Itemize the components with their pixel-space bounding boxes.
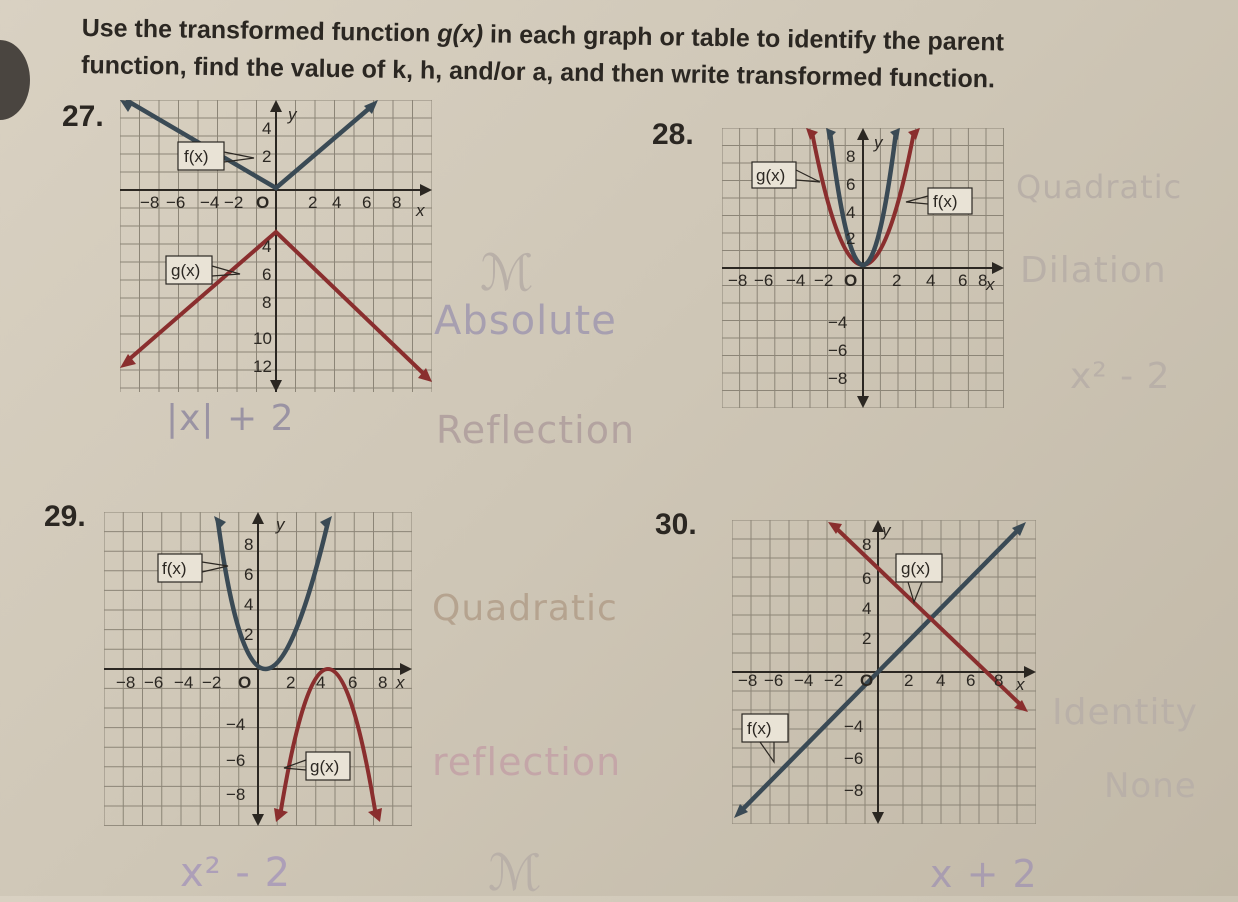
svg-text:2: 2: [244, 625, 254, 644]
handwriting-p28-right2: Dilation: [1020, 250, 1167, 291]
svg-text:2: 2: [308, 193, 318, 212]
svg-text:2: 2: [286, 673, 296, 692]
svg-text:−2: −2: [814, 271, 834, 290]
svg-text:−8: −8: [116, 673, 136, 692]
svg-text:6: 6: [262, 265, 272, 284]
handwriting-p29-mark: ℳ: [488, 844, 543, 902]
svg-text:8: 8: [392, 193, 402, 212]
graph-27-x-ticks: [140, 193, 401, 212]
graph-28-y-label: y: [874, 133, 883, 152]
svg-text:−6: −6: [226, 751, 246, 770]
graph-27-y-label: y: [288, 105, 297, 124]
graph-30-x-ticks: [738, 671, 1003, 690]
graph-28-x-label: x: [986, 275, 995, 294]
svg-text:−6: −6: [844, 749, 864, 768]
svg-text:−2: −2: [224, 193, 244, 212]
svg-text:4: 4: [936, 671, 946, 690]
svg-text:−4: −4: [174, 673, 194, 692]
handwriting-p27-transform: Reflection: [436, 408, 636, 452]
svg-text:6: 6: [362, 193, 372, 212]
svg-text:−8: −8: [140, 193, 160, 212]
instructions-line1-start: Use the transformed function: [81, 13, 438, 48]
svg-text:8: 8: [262, 293, 272, 312]
svg-text:−6: −6: [144, 673, 164, 692]
svg-text:2: 2: [262, 147, 272, 166]
graph-29-y-label: y: [276, 515, 285, 534]
svg-text:2: 2: [846, 229, 856, 248]
problem-29-number: 29.: [44, 500, 86, 533]
graph-27-y-arrow: [270, 100, 282, 112]
handwriting-p30-right1: Identity: [1052, 692, 1198, 733]
graph-29-g-label: g(x): [310, 757, 340, 776]
svg-text:8: 8: [244, 535, 254, 554]
svg-text:6: 6: [244, 565, 254, 584]
svg-text:−6: −6: [166, 193, 186, 212]
problem-28-number: 28.: [652, 118, 694, 151]
svg-text:4: 4: [926, 271, 936, 290]
svg-text:−4: −4: [844, 717, 864, 736]
graph-28: [722, 128, 1004, 408]
graph-27-g-label: g(x): [171, 261, 201, 280]
graph-27-f-curve: [126, 100, 372, 188]
svg-text:−2: −2: [202, 673, 222, 692]
svg-text:−8: −8: [828, 369, 848, 388]
graph-29-x-label: x: [396, 673, 405, 692]
instructions-text: [81, 10, 1182, 101]
svg-text:4: 4: [316, 673, 326, 692]
svg-text:6: 6: [966, 671, 976, 690]
svg-text:8: 8: [862, 535, 872, 554]
svg-text:2: 2: [862, 629, 872, 648]
svg-text:−4: −4: [794, 671, 814, 690]
svg-text:6: 6: [958, 271, 968, 290]
graph-27-f-label: f(x): [184, 147, 209, 166]
handwriting-p28-right1: Quadratic: [1016, 168, 1183, 206]
graph-27-x-label: x: [416, 201, 425, 220]
problem-30-number: 30.: [655, 508, 697, 541]
svg-text:−6: −6: [764, 671, 784, 690]
graph-30-y-label: y: [882, 521, 891, 540]
instructions-g-function: g(x): [437, 19, 484, 49]
svg-text:−4: −4: [226, 715, 246, 734]
handwriting-p29-parent: Quadratic: [432, 588, 618, 629]
graph-30-y-ticks: [844, 535, 874, 800]
graph-27-x-arrow: [420, 184, 432, 196]
svg-text:8: 8: [994, 671, 1004, 690]
svg-text:O: O: [860, 671, 874, 690]
instructions-line2: function, find the value of k, h, and/or a, and then write transformed function.: [80, 50, 996, 94]
instructions-line1-end: in each graph or table to identify the parent: [482, 20, 1005, 57]
svg-text:12: 12: [253, 357, 272, 376]
svg-text:−8: −8: [226, 785, 246, 804]
svg-text:O: O: [238, 673, 252, 692]
svg-text:2: 2: [892, 271, 902, 290]
graph-29: [104, 512, 412, 826]
graph-30-f-label: f(x): [747, 719, 772, 738]
svg-text:−4: −4: [200, 193, 220, 212]
graph-27: [120, 100, 432, 392]
svg-text:4: 4: [332, 193, 342, 212]
handwriting-p30-answer: x + 2: [930, 852, 1038, 896]
svg-text:6: 6: [846, 175, 856, 194]
svg-text:4: 4: [862, 599, 872, 618]
svg-text:4: 4: [244, 595, 254, 614]
graph-28-f-label: f(x): [933, 192, 958, 211]
handwriting-p27-parent: Absolute: [434, 298, 617, 344]
svg-text:4: 4: [262, 119, 272, 138]
svg-text:−4: −4: [786, 271, 806, 290]
svg-text:−8: −8: [738, 671, 758, 690]
graph-30-x-label: x: [1016, 675, 1025, 694]
svg-text:O: O: [844, 271, 858, 290]
graph-29-f-curve: [218, 522, 328, 669]
svg-text:8: 8: [378, 673, 388, 692]
graph-28-x-ticks: [728, 271, 987, 290]
svg-text:−6: −6: [828, 341, 848, 360]
svg-text:6: 6: [862, 569, 872, 588]
svg-text:4: 4: [846, 203, 856, 222]
handwriting-p29-transform: reflection: [432, 740, 622, 784]
handwriting-p27-answer: |x| + 2: [166, 398, 295, 439]
svg-text:−2: −2: [824, 671, 844, 690]
svg-text:−6: −6: [754, 271, 774, 290]
svg-text:2: 2: [904, 671, 914, 690]
svg-text:−4: −4: [828, 313, 848, 332]
graph-30-g-label: g(x): [901, 559, 931, 578]
handwriting-p27-mark: ℳ: [480, 244, 535, 302]
graph-29-f-label: f(x): [162, 559, 187, 578]
handwriting-p29-answer: x² - 2: [180, 850, 292, 896]
handwriting-p28-right3: x² - 2: [1070, 356, 1171, 397]
svg-text:−8: −8: [728, 271, 748, 290]
svg-text:O: O: [256, 193, 270, 212]
graph-30: [732, 520, 1036, 824]
page-edge-shadow: [0, 40, 30, 120]
svg-text:10: 10: [253, 329, 272, 348]
svg-text:8: 8: [846, 147, 856, 166]
svg-text:6: 6: [348, 673, 358, 692]
svg-text:8: 8: [978, 271, 988, 290]
handwriting-p30-right2: None: [1104, 766, 1197, 806]
svg-text:−8: −8: [844, 781, 864, 800]
problem-27-number: 27.: [62, 100, 104, 133]
svg-text:4: 4: [262, 237, 272, 256]
graph-28-g-label: g(x): [756, 166, 786, 185]
